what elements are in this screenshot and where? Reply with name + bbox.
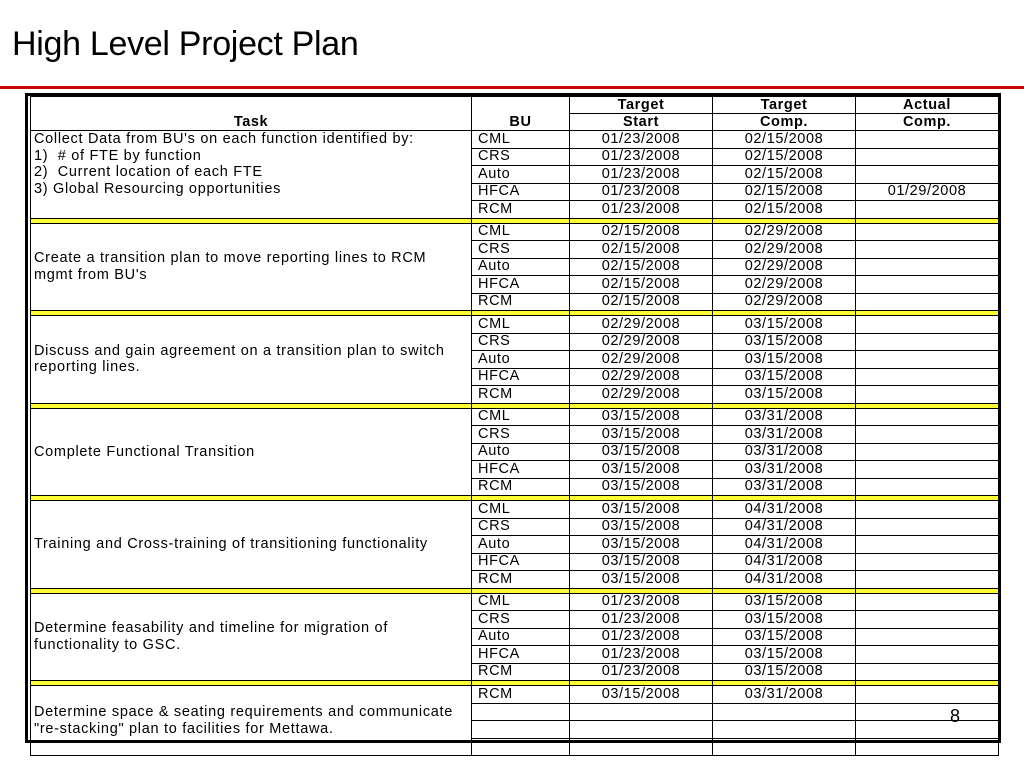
actual-comp-cell bbox=[856, 663, 999, 681]
target-start-cell: 03/15/2008 bbox=[570, 408, 713, 426]
actual-comp-cell bbox=[856, 333, 999, 351]
target-start-cell: 02/15/2008 bbox=[570, 258, 713, 276]
target-start-cell: 02/15/2008 bbox=[570, 241, 713, 259]
target-comp-cell bbox=[713, 703, 856, 721]
bu-cell: RCM bbox=[472, 686, 570, 704]
bu-cell: CML bbox=[472, 316, 570, 334]
bu-cell: CRS bbox=[472, 241, 570, 259]
target-comp-cell bbox=[713, 721, 856, 739]
target-comp-cell: 03/15/2008 bbox=[713, 333, 856, 351]
actual-comp-cell bbox=[856, 553, 999, 571]
bu-cell: HFCA bbox=[472, 368, 570, 386]
actual-comp-cell bbox=[856, 223, 999, 241]
target-comp-cell: 03/31/2008 bbox=[713, 478, 856, 496]
page-number: 8 bbox=[950, 706, 961, 726]
target-comp-cell: 03/15/2008 bbox=[713, 593, 856, 611]
target-comp-cell: 02/15/2008 bbox=[713, 201, 856, 219]
bu-cell: RCM bbox=[472, 478, 570, 496]
table-row bbox=[31, 501, 999, 519]
table-body bbox=[31, 131, 999, 756]
target-comp-cell: 03/31/2008 bbox=[713, 461, 856, 479]
actual-comp-cell bbox=[856, 501, 999, 519]
target-comp-cell: 03/15/2008 bbox=[713, 316, 856, 334]
title-divider bbox=[0, 86, 1024, 89]
bu-cell: RCM bbox=[472, 663, 570, 681]
header-target-start-line2: Start bbox=[570, 114, 713, 131]
target-comp-cell: 02/15/2008 bbox=[713, 183, 856, 201]
actual-comp-cell bbox=[856, 703, 999, 721]
actual-comp-cell bbox=[856, 611, 999, 629]
target-comp-cell: 03/15/2008 bbox=[713, 351, 856, 369]
bu-cell: CML bbox=[472, 593, 570, 611]
target-start-cell: 02/29/2008 bbox=[570, 333, 713, 351]
bu-cell: Auto bbox=[472, 536, 570, 554]
bu-cell: CML bbox=[472, 223, 570, 241]
target-comp-cell: 03/15/2008 bbox=[713, 646, 856, 664]
target-start-cell: 01/23/2008 bbox=[570, 611, 713, 629]
bu-cell: Auto bbox=[472, 258, 570, 276]
task-cell: Collect Data from BU's on each function identified by: 1) # of FTE by function 2) Current location of each FTE 3) Global Resourcing opportunities bbox=[31, 131, 472, 219]
project-plan-table bbox=[30, 96, 999, 756]
target-comp-cell: 03/31/2008 bbox=[713, 443, 856, 461]
target-comp-cell: 03/15/2008 bbox=[713, 386, 856, 404]
target-start-cell bbox=[570, 738, 713, 756]
bu-cell: HFCA bbox=[472, 461, 570, 479]
target-comp-cell: 02/29/2008 bbox=[713, 293, 856, 311]
actual-comp-cell bbox=[856, 593, 999, 611]
target-comp-cell: 03/31/2008 bbox=[713, 686, 856, 704]
target-start-cell: 03/15/2008 bbox=[570, 553, 713, 571]
actual-comp-cell: 01/29/2008 bbox=[856, 183, 999, 201]
actual-comp-cell bbox=[856, 201, 999, 219]
table-row bbox=[31, 593, 999, 611]
bu-cell: HFCA bbox=[472, 183, 570, 201]
header-target-comp-line2: Comp. bbox=[713, 114, 856, 131]
target-comp-cell: 04/31/2008 bbox=[713, 501, 856, 519]
actual-comp-cell bbox=[856, 738, 999, 756]
actual-comp-cell bbox=[856, 571, 999, 589]
header-target-start-line1: Target bbox=[570, 97, 713, 114]
bu-cell: HFCA bbox=[472, 646, 570, 664]
table-row bbox=[31, 316, 999, 334]
actual-comp-cell bbox=[856, 628, 999, 646]
actual-comp-cell bbox=[856, 293, 999, 311]
target-start-cell: 01/23/2008 bbox=[570, 131, 713, 149]
bu-cell: Auto bbox=[472, 351, 570, 369]
target-comp-cell bbox=[713, 738, 856, 756]
table-row bbox=[31, 131, 999, 149]
target-comp-cell: 03/15/2008 bbox=[713, 368, 856, 386]
target-comp-cell: 02/29/2008 bbox=[713, 223, 856, 241]
task-cell: Determine feasability and timeline for migration of functionality to GSC. bbox=[31, 593, 472, 681]
actual-comp-cell bbox=[856, 276, 999, 294]
header-row-1 bbox=[31, 97, 999, 114]
bu-cell: HFCA bbox=[472, 276, 570, 294]
actual-comp-cell bbox=[856, 536, 999, 554]
actual-comp-cell bbox=[856, 316, 999, 334]
target-start-cell: 03/15/2008 bbox=[570, 571, 713, 589]
bu-cell: RCM bbox=[472, 293, 570, 311]
bu-cell bbox=[472, 738, 570, 756]
target-comp-cell: 04/31/2008 bbox=[713, 536, 856, 554]
table-row bbox=[31, 223, 999, 241]
actual-comp-cell bbox=[856, 351, 999, 369]
target-start-cell: 01/23/2008 bbox=[570, 593, 713, 611]
task-cell: Discuss and gain agreement on a transition plan to switch reporting lines. bbox=[31, 316, 472, 404]
header-target-comp-line1: Target bbox=[713, 97, 856, 114]
actual-comp-cell bbox=[856, 386, 999, 404]
bu-cell: CRS bbox=[472, 426, 570, 444]
task-cell: Training and Cross-training of transitioning functionality bbox=[31, 501, 472, 589]
target-start-cell: 02/29/2008 bbox=[570, 368, 713, 386]
actual-comp-cell bbox=[856, 148, 999, 166]
target-start-cell: 03/15/2008 bbox=[570, 478, 713, 496]
table-row bbox=[31, 408, 999, 426]
target-start-cell: 02/15/2008 bbox=[570, 223, 713, 241]
bu-cell: CML bbox=[472, 131, 570, 149]
target-start-cell bbox=[570, 703, 713, 721]
task-cell: Complete Functional Transition bbox=[31, 408, 472, 496]
bu-cell: CRS bbox=[472, 148, 570, 166]
actual-comp-cell bbox=[856, 131, 999, 149]
target-comp-cell: 03/31/2008 bbox=[713, 426, 856, 444]
target-comp-cell: 02/29/2008 bbox=[713, 276, 856, 294]
bu-cell: Auto bbox=[472, 628, 570, 646]
target-comp-cell: 03/31/2008 bbox=[713, 408, 856, 426]
header-bu: BU bbox=[472, 97, 570, 131]
bu-cell: CRS bbox=[472, 518, 570, 536]
header-task: Task bbox=[31, 97, 472, 131]
target-start-cell: 01/23/2008 bbox=[570, 148, 713, 166]
bu-cell: CRS bbox=[472, 333, 570, 351]
target-comp-cell: 03/15/2008 bbox=[713, 628, 856, 646]
actual-comp-cell bbox=[856, 461, 999, 479]
actual-comp-cell bbox=[856, 518, 999, 536]
target-start-cell: 03/15/2008 bbox=[570, 686, 713, 704]
target-start-cell: 01/23/2008 bbox=[570, 201, 713, 219]
target-start-cell: 03/15/2008 bbox=[570, 461, 713, 479]
target-comp-cell: 02/15/2008 bbox=[713, 131, 856, 149]
target-start-cell: 03/15/2008 bbox=[570, 443, 713, 461]
actual-comp-cell bbox=[856, 241, 999, 259]
page-title: High Level Project Plan bbox=[12, 25, 359, 63]
actual-comp-cell bbox=[856, 368, 999, 386]
target-comp-cell: 03/15/2008 bbox=[713, 611, 856, 629]
bu-cell bbox=[472, 721, 570, 739]
target-start-cell: 03/15/2008 bbox=[570, 501, 713, 519]
target-start-cell: 03/15/2008 bbox=[570, 518, 713, 536]
project-plan-table-frame bbox=[25, 93, 1001, 743]
bu-cell: CML bbox=[472, 408, 570, 426]
task-cell: Create a transition plan to move reporting lines to RCM mgmt from BU's bbox=[31, 223, 472, 311]
actual-comp-cell bbox=[856, 408, 999, 426]
task-cell: Determine space & seating requirements and communicate "re-stacking" plan to facilities for Mettawa. bbox=[31, 686, 472, 756]
target-start-cell: 01/23/2008 bbox=[570, 663, 713, 681]
target-comp-cell: 04/31/2008 bbox=[713, 518, 856, 536]
target-start-cell: 02/29/2008 bbox=[570, 351, 713, 369]
target-comp-cell: 02/15/2008 bbox=[713, 166, 856, 184]
target-start-cell bbox=[570, 721, 713, 739]
target-comp-cell: 02/15/2008 bbox=[713, 148, 856, 166]
target-start-cell: 02/29/2008 bbox=[570, 386, 713, 404]
header-actual-comp-line2: Comp. bbox=[856, 114, 999, 131]
actual-comp-cell bbox=[856, 443, 999, 461]
target-start-cell: 03/15/2008 bbox=[570, 536, 713, 554]
bu-cell: HFCA bbox=[472, 553, 570, 571]
bu-cell bbox=[472, 703, 570, 721]
target-comp-cell: 04/31/2008 bbox=[713, 571, 856, 589]
target-start-cell: 01/23/2008 bbox=[570, 628, 713, 646]
actual-comp-cell bbox=[856, 426, 999, 444]
header-actual-comp-line1: Actual bbox=[856, 97, 999, 114]
bu-cell: RCM bbox=[472, 201, 570, 219]
target-comp-cell: 02/29/2008 bbox=[713, 258, 856, 276]
actual-comp-cell bbox=[856, 166, 999, 184]
actual-comp-cell bbox=[856, 721, 999, 739]
actual-comp-cell bbox=[856, 646, 999, 664]
bu-cell: RCM bbox=[472, 571, 570, 589]
target-comp-cell: 03/15/2008 bbox=[713, 663, 856, 681]
actual-comp-cell bbox=[856, 686, 999, 704]
target-start-cell: 02/29/2008 bbox=[570, 316, 713, 334]
actual-comp-cell bbox=[856, 478, 999, 496]
actual-comp-cell bbox=[856, 258, 999, 276]
bu-cell: CRS bbox=[472, 611, 570, 629]
table-row bbox=[31, 686, 999, 704]
bu-cell: Auto bbox=[472, 166, 570, 184]
target-start-cell: 03/15/2008 bbox=[570, 426, 713, 444]
target-comp-cell: 02/29/2008 bbox=[713, 241, 856, 259]
target-start-cell: 01/23/2008 bbox=[570, 646, 713, 664]
target-start-cell: 01/23/2008 bbox=[570, 166, 713, 184]
bu-cell: Auto bbox=[472, 443, 570, 461]
bu-cell: CML bbox=[472, 501, 570, 519]
target-start-cell: 02/15/2008 bbox=[570, 276, 713, 294]
target-comp-cell: 04/31/2008 bbox=[713, 553, 856, 571]
target-start-cell: 01/23/2008 bbox=[570, 183, 713, 201]
bu-cell: RCM bbox=[472, 386, 570, 404]
target-start-cell: 02/15/2008 bbox=[570, 293, 713, 311]
